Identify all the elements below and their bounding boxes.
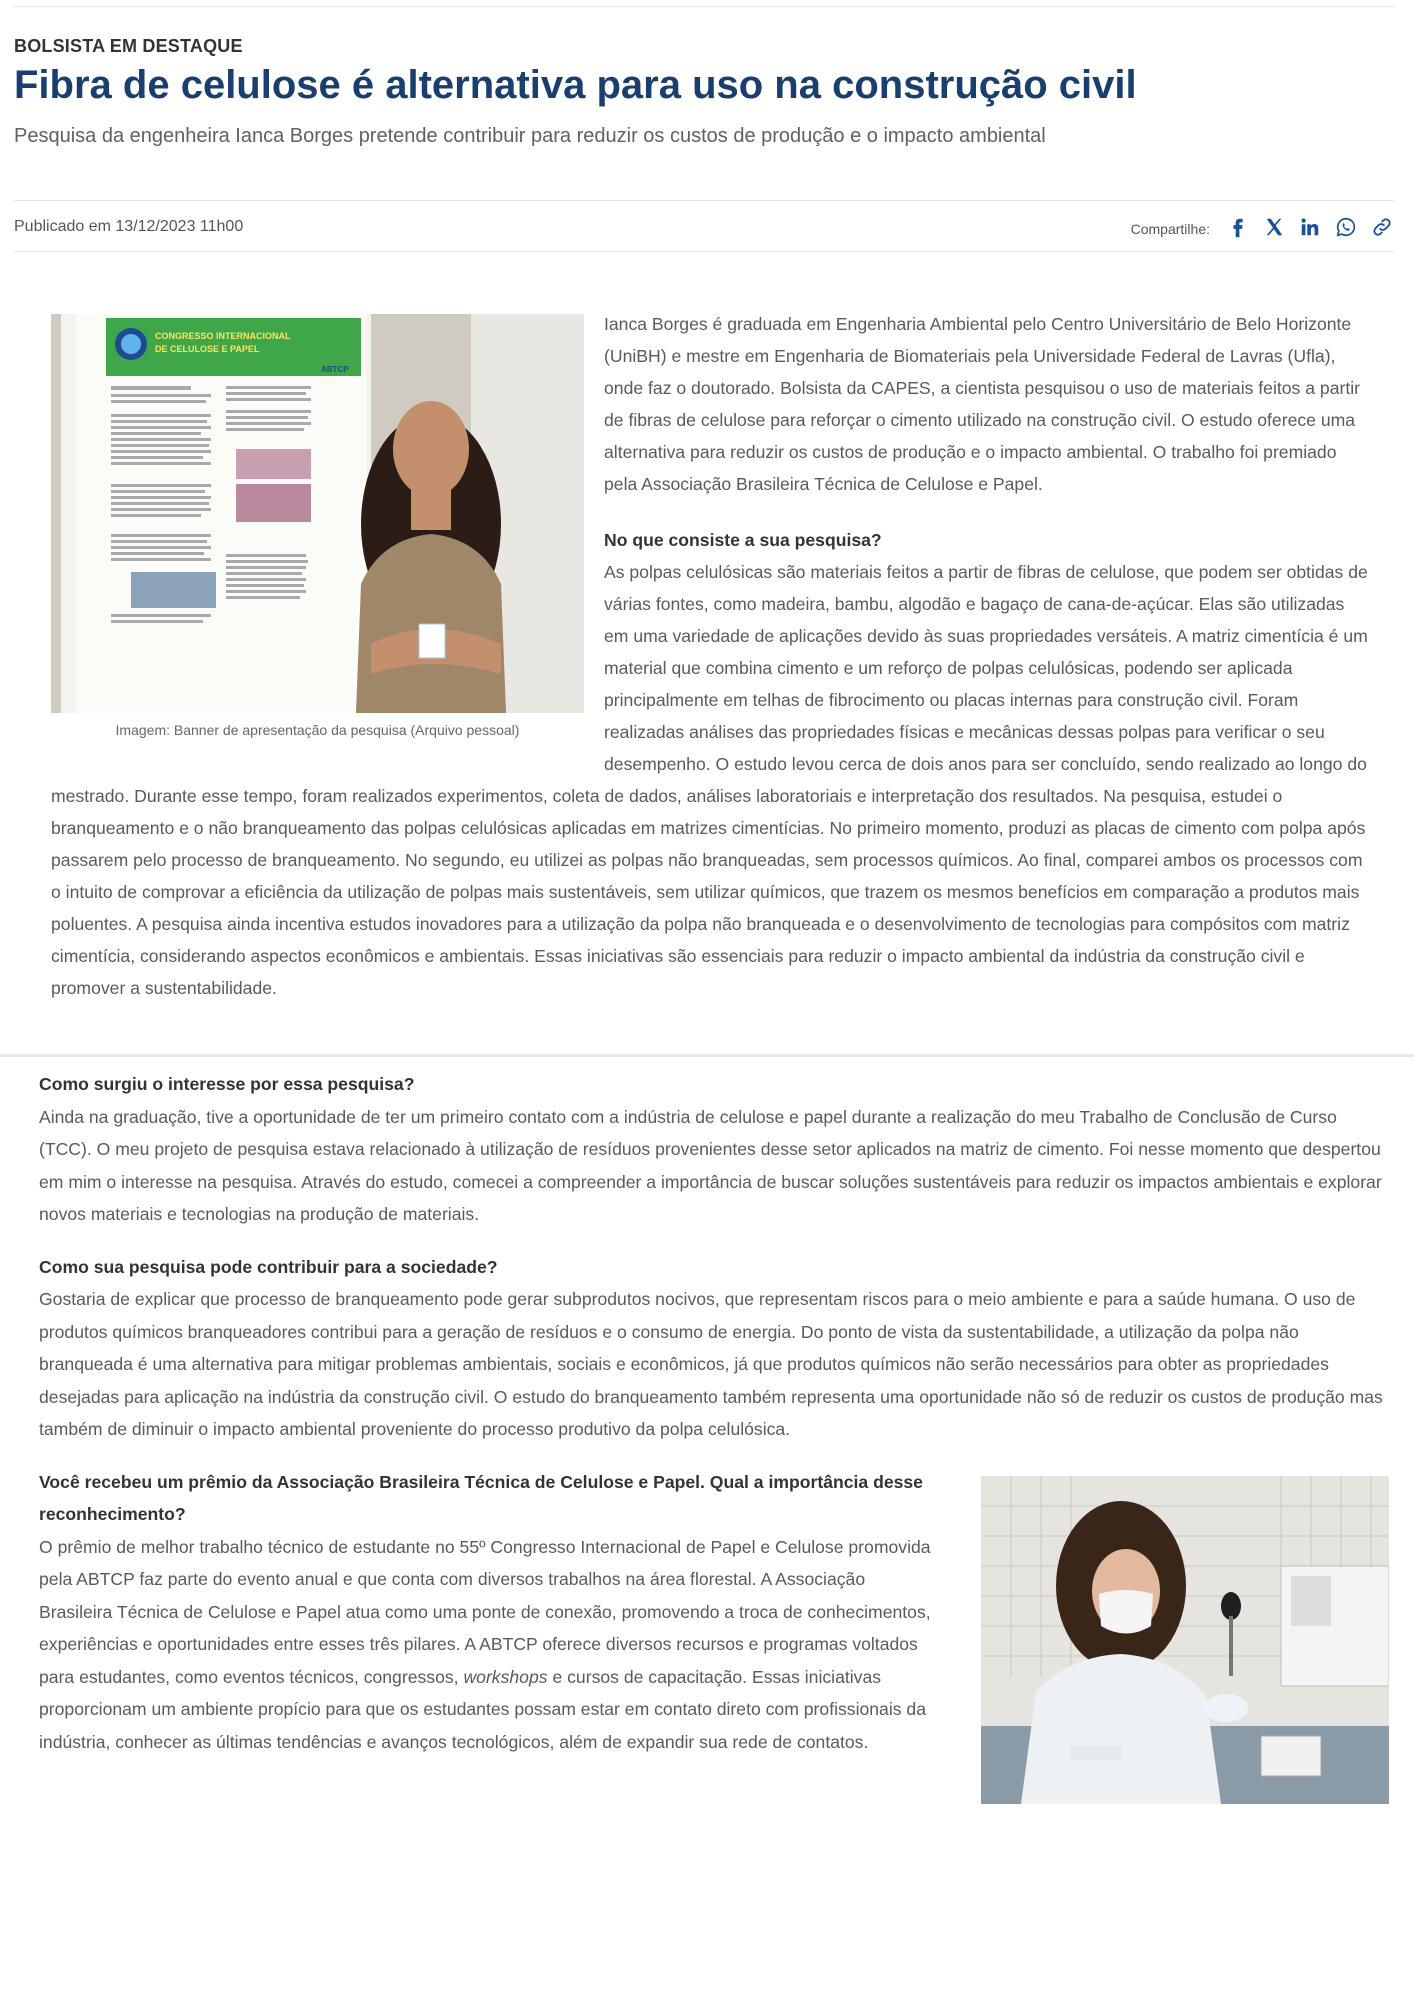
article-body-qa — [39, 1068, 1384, 1814]
question-2: Como surgiu o interesse por essa pesquisa? — [39, 1074, 415, 1094]
share-bar — [1131, 215, 1394, 239]
poster-title-line-1: CONGRESSO INTERNACIONAL — [155, 331, 291, 341]
linkedin-icon[interactable] — [1298, 215, 1322, 239]
question-4: Você recebeu um prêmio da Associação Brasileira Técnica de Celulose e Papel. Qual a importância desse reconhecimento? — [39, 1471, 923, 1524]
published-date: Publicado em 13/12/2023 11h00 — [14, 218, 244, 235]
answer-4-part-1: O prêmio de melhor trabalho técnico de estudante no 55º Congresso Internacional de Papel e Celulose promovida pela ABTCP faz parte do evento anual e que conta com diversos trabalhos na área florestal. A Associação Brasileira Técnica de Celulose e Papel atua como uma ponte de conexão, promovendo a troca de conhecimentos, experiências e oportunidades entre esses três pilares. A ABTCP oferece diversos recursos e programas voltados para estudantes, como eventos técnicos, congressos, — [39, 1536, 931, 1687]
answer-4-italic: workshops — [463, 1666, 548, 1687]
lab-photo — [981, 1476, 1389, 1804]
poster-title-line-2: DE CELULOSE E PAPEL — [155, 344, 260, 354]
x-icon[interactable] — [1262, 215, 1286, 239]
question-3: Como sua pesquisa pode contribuir para a sociedade? — [39, 1256, 498, 1277]
answer-4-part-2: e cursos de capacitação. Essas iniciativas proporcionam um ambiente propício para que os estudantes possam estar em contato direto com profissionais da indústria, conhecer as últimas tendências e avanços tecnológicos, além de expandir sua rede de contatos. — [39, 1666, 927, 1752]
share-label: Compartilhe: — [1130, 221, 1210, 237]
question-1: No que consiste a sua pesquisa? — [604, 530, 882, 550]
facebook-icon[interactable] — [1226, 215, 1250, 239]
section-divider — [0, 1054, 1414, 1057]
answer-3: Gostaria de explicar que processo de branqueamento pode gerar subprodutos nocivos, que representam riscos para o meio ambiente e para a saúde humana. O uso de produtos químicos branqueadores contribui para a geração de resíduos e o consumo de energia. Do ponto de vista da sustentabilidade, a utilização da polpa não branqueada é uma alternativa para mitigar problemas ambientais, sociais e econômicos, já que produtos químicos não serão necessários para obter as propriedades desejadas para aplicação na indústria da construção civil. O estudo do branqueamento também representa uma oportunidade não só de reduzir os custos de produção mas também de diminuir o impacto ambiental proveniente do processo produtivo da polpa celulósica. — [39, 1289, 1383, 1439]
whatsapp-icon[interactable] — [1334, 215, 1358, 239]
intro-paragraph: Ianca Borges é graduada em Engenharia Ambiental pelo Centro Universitário de Belo Horizonte (UniBH) e mestre em Engenharia de Biomateriais pela Universidade Federal de Lavras (Ufla), onde faz o doutorado. Bolsista da CAPES, a cientista pesquisou o uso de materiais feitos a partir de fibras de celulose para reforçar o cimento utilizado na construção civil. O estudo oferece uma alternativa para reduzir os custos de produção e o impacto ambiental. O trabalho foi premiado pela Associação Brasileira Técnica de Celulose e Papel. — [604, 314, 1360, 494]
article-body-intro — [51, 308, 1369, 1004]
answer-1: As polpas celulósicas são materiais feitos a partir de fibras de celulose, que podem ser obtidas de várias fontes, como madeira, bambu, algodão e bagaço de cana-de-açúcar. Elas são utilizadas em uma variedade de aplicações devido às suas propriedades versáteis. A matriz cimentícia é um material que combina cimento e um reforço de polpas celulósicas, podendo ser aplicada principalmente em telhas de fibrocimento ou placas internas para construção civil. Foram realizadas análises das propriedades físicas e mecânicas dessas polpas para verificar o seu desempenho. O estudo levou cerca de dois anos para ser concluído, sendo realizado ao longo do mestrado. Durante esse tempo, foram realizados experimentos, coleta de dados, análises laboratoriais e interpretação dos resultados. Na pesquisa, estudei o branqueamento e o não branqueamento das polpas celulósicas aplicadas em matrizes cimentícias. No primeiro momento, produzi as placas de cimento com polpa após passarem pelo processo de branqueamento. No segundo, eu utilizei as polpas não branqueadas, sem processos químicos. Ao final, comparei ambos os processos com o intuito de comprovar a eficiência da utilização de polpas mais sustentáveis, sem utilizar químicos, que trazem os mesmos benefícios em comparação a produtos mais poluentes. A pesquisa ainda incentiva estudos inovadores para a utilização da polpa não branqueada e o desenvolvimento de tecnologias para compósitos com matriz cimentícia, considerando aspectos econômicos e ambientais. Essas iniciativas são essenciais para reduzir o impacto ambiental da indústria da construção civil e promover a sustentabilidade. — [51, 562, 1368, 998]
meta-divider-top — [14, 200, 1394, 201]
article-title: Fibra de celulose é alternativa para uso na construção civil — [14, 63, 1137, 107]
banner-caption: Imagem: Banner de apresentação da pesquisa (Arquivo pessoal) — [115, 722, 520, 738]
section-kicker: BOLSISTA EM DESTAQUE — [14, 36, 243, 56]
link-icon[interactable] — [1370, 215, 1394, 239]
banner-photo — [51, 314, 584, 713]
article-subtitle: Pesquisa da engenheira Ianca Borges pretende contribuir para reduzir os custos de produção e o impacto ambiental — [14, 125, 1046, 147]
meta-divider-bottom — [14, 251, 1394, 252]
article-meta — [14, 203, 1394, 251]
answer-2: Ainda na graduação, tive a oportunidade de ter um primeiro contato com a indústria de celulose e papel durante a realização do meu Trabalho de Conclusão de Curso (TCC). O meu projeto de pesquisa estava relacionado à utilização de resíduos provenientes desse setor aplicados na matriz de cimento. Foi nesse momento que despertou em mim o interesse na pesquisa. Através do estudo, comecei a compreender a importância de buscar soluções sustentáveis para reduzir os impactos ambientais e explorar novos materiais e tecnologias na produção de materiais. — [39, 1106, 1382, 1224]
article-header — [14, 36, 1394, 149]
poster-logo: ABTCP — [321, 365, 349, 374]
top-divider — [14, 6, 1394, 7]
banner-figure — [51, 314, 584, 739]
